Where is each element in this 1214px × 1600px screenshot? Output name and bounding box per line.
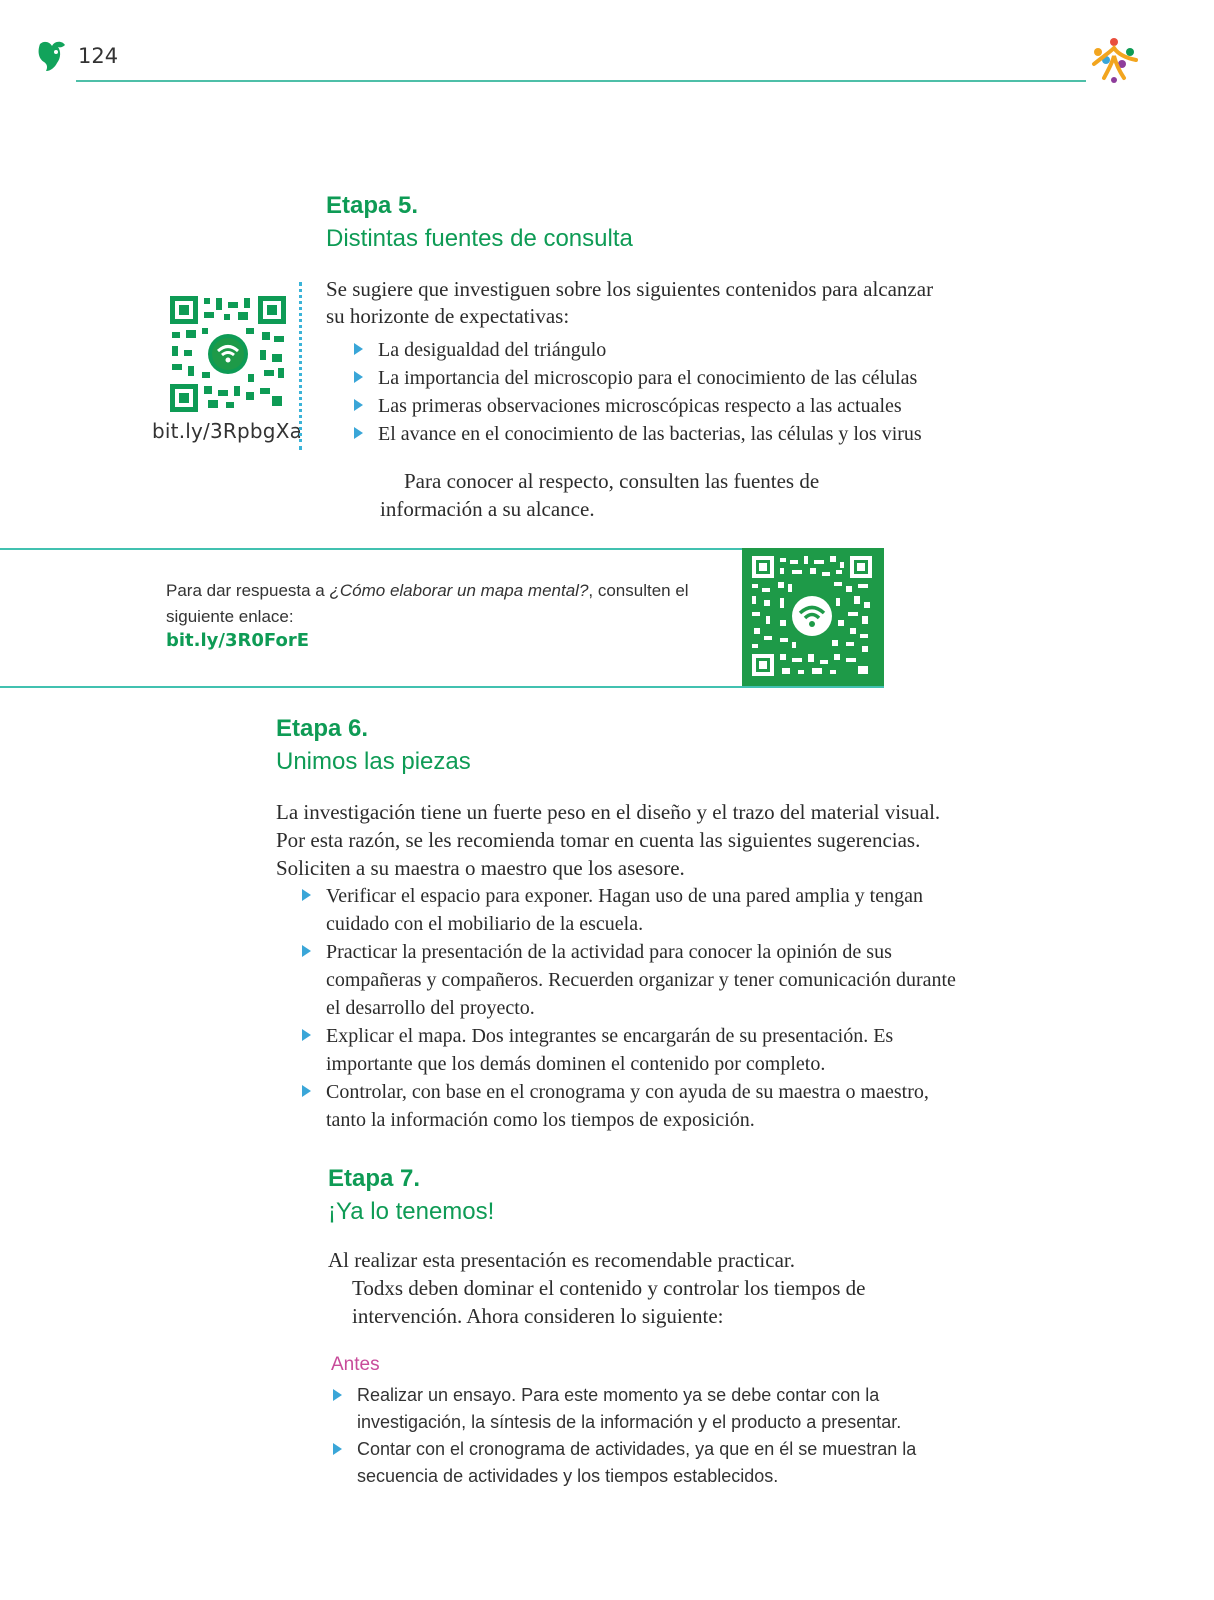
stage5-bullet-list <box>352 336 972 448</box>
qr-code-icon <box>168 294 288 414</box>
qr-code-icon <box>750 554 874 678</box>
banner-text <box>166 578 726 630</box>
list-item-text: La importancia del microscopio para el conocimiento de las células <box>378 367 918 389</box>
bullet-arrow-icon <box>302 1085 311 1097</box>
banner-text-italic: ¿Cómo elaborar un mapa mental? <box>329 581 589 600</box>
list-item <box>300 1022 960 1078</box>
bullet-arrow-icon <box>333 1443 342 1455</box>
banner-text-after: , consulten el siguiente enlace: <box>166 581 689 626</box>
list-item <box>300 882 960 938</box>
header-divider <box>76 80 1086 82</box>
stage5-intro: Se sugiere que investiguen sobre los siguientes contenidos para alcanzar su horizonte de expectativas: <box>326 277 934 328</box>
bullet-arrow-icon <box>354 343 363 355</box>
list-item-text: El avance en el conocimiento de las bacterias, las células y los virus <box>378 423 922 445</box>
list-item <box>300 1078 960 1134</box>
page-number: 124 <box>78 44 119 68</box>
list-item <box>352 392 972 420</box>
qr-divider <box>299 282 302 450</box>
bullet-arrow-icon <box>302 889 311 901</box>
list-item <box>352 420 972 448</box>
list-item-text: Realizar un ensayo. Para este momento ya se debe contar con la investigación, la síntesis de la información y el producto a presentar. <box>357 1385 902 1432</box>
stage7-intro-line2: Todxs deben dominar el contenido y controlar los tiempos de intervención. Ahora consideren lo siguiente: <box>352 1276 866 1328</box>
community-logo-icon <box>1086 34 1142 86</box>
textbook-logo-icon <box>36 38 68 74</box>
stage6-title: Etapa 6. <box>276 715 369 742</box>
stage5-closing: Para conocer al respecto, consulten las fuentes de información a su alcance. <box>380 469 820 521</box>
stage6-subtitle: Unimos las piezas <box>276 748 471 775</box>
antes-bullet-list <box>331 1382 931 1490</box>
stage7-subtitle: ¡Ya lo tenemos! <box>328 1198 495 1225</box>
antes-label: Antes <box>331 1354 380 1375</box>
bullet-arrow-icon <box>333 1389 342 1401</box>
list-item <box>331 1382 931 1436</box>
stage7-intro-line1: Al realizar esta presentación es recomendable practicar. <box>328 1248 795 1272</box>
banner-text-before: Para dar respuesta a <box>166 581 330 600</box>
bullet-arrow-icon <box>354 371 363 383</box>
list-item-text: Verificar el espacio para exponer. Hagan uso de una pared amplia y tengan cuidado con el mobiliario de la escuela. <box>326 885 923 935</box>
bullet-arrow-icon <box>354 427 363 439</box>
banner-link[interactable]: bit.ly/3R0ForE <box>166 630 309 651</box>
bullet-arrow-icon <box>302 1029 311 1041</box>
list-item <box>352 364 972 392</box>
list-item <box>352 336 972 364</box>
stage7-intro <box>328 1246 888 1330</box>
list-item-text: La desigualdad del triángulo <box>378 339 607 361</box>
stage5-subtitle: Distintas fuentes de consulta <box>326 225 633 252</box>
list-item <box>300 938 960 1022</box>
stage6-intro: La investigación tiene un fuerte peso en el diseño y el trazo del material visual. Por esta razón, se les recomienda tomar en cuenta las siguientes sugerencias. Soliciten a su maestra o maestro que los asesore. <box>276 800 941 880</box>
stage6-bullet-list <box>300 882 960 1134</box>
bullet-arrow-icon <box>354 399 363 411</box>
stage5-title: Etapa 5. <box>326 192 419 219</box>
list-item-text: Controlar, con base en el cronograma y con ayuda de su maestra o maestro, tanto la información como los tiempos de exposición. <box>326 1081 929 1131</box>
list-item <box>331 1436 931 1490</box>
list-item-text: Las primeras observaciones microscópicas respecto a las actuales <box>378 395 902 417</box>
list-item-text: Practicar la presentación de la actividad para conocer la opinión de sus compañeras y compañeros. Recuerden organizar y tener comunicación durante el desarrollo del proyecto. <box>326 941 956 1019</box>
stage7-title: Etapa 7. <box>328 1165 421 1192</box>
bullet-arrow-icon <box>302 945 311 957</box>
qr-link[interactable]: bit.ly/3RpbgXa <box>152 419 303 443</box>
list-item-text: Contar con el cronograma de actividades, ya que en él se muestran la secuencia de actividades y los tiempos establecidos. <box>357 1439 917 1486</box>
list-item-text: Explicar el mapa. Dos integrantes se encargarán de su presentación. Es importante que los demás dominen el contenido por completo. <box>326 1025 894 1075</box>
